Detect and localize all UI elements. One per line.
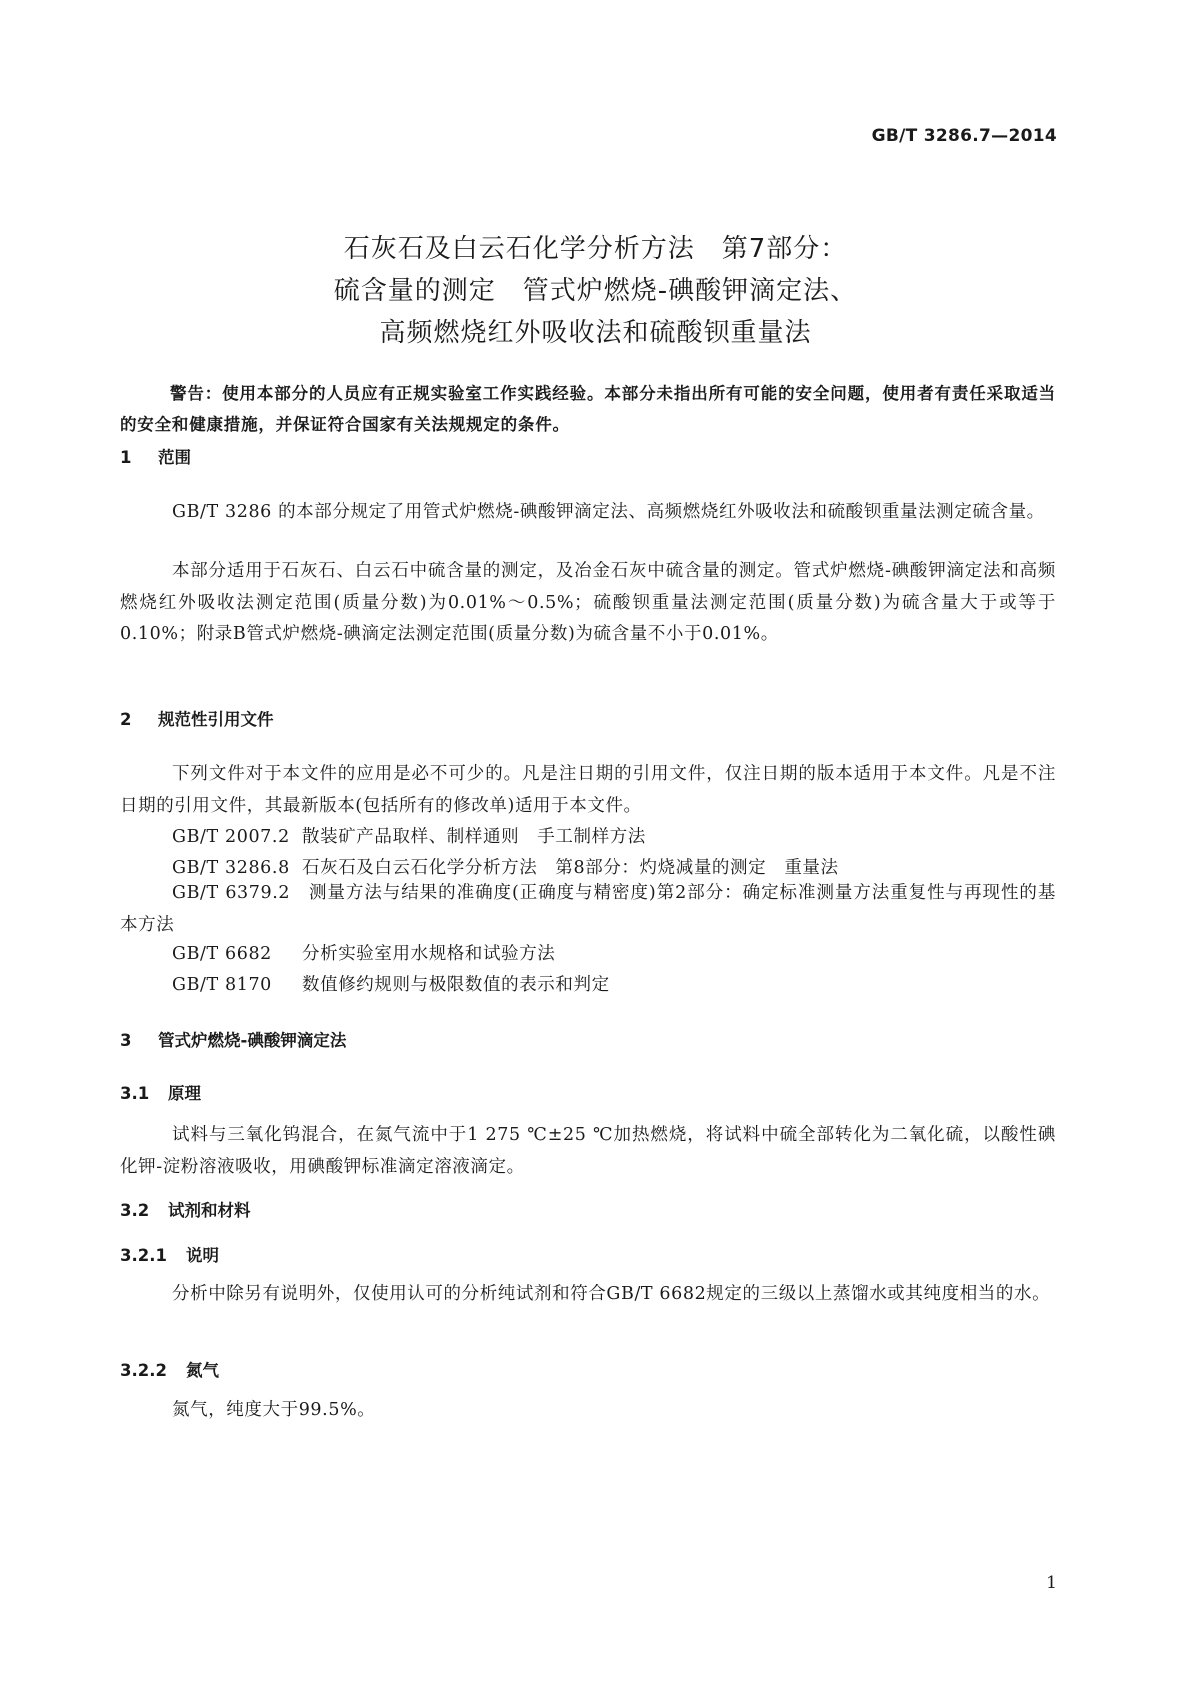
section-number: 3.2 — [120, 1201, 150, 1220]
section-3-heading — [120, 1027, 346, 1051]
section-title: 氮气 — [186, 1361, 219, 1380]
reference-code: GB/T 6682 — [172, 944, 272, 964]
reference-code: GB/T 8170 — [172, 975, 272, 995]
nitrogen-paragraph: 氮气，纯度大于99.5%。 — [172, 1400, 376, 1420]
section-number: 3.2.1 — [120, 1246, 167, 1265]
section-number: 1 — [120, 448, 132, 467]
section-title: 说明 — [186, 1246, 219, 1265]
reference-text: 测量方法与结果的准确度(正确度与精密度)第2部分：确定标准测量方法重复性与再现性的基本方法 — [120, 883, 1056, 935]
reference-text: 分析实验室用水规格和试验方法 — [302, 944, 556, 964]
section-1-heading — [120, 444, 191, 468]
principle-paragraph: 试料与三氧化钨混合，在氮气流中于1 275 ℃±25 ℃加热燃烧，将试料中硫全部转化为二氧化硫，以酸性碘化钾-淀粉溶液吸收，用碘酸钾标准滴定溶液滴定。 — [120, 1125, 1056, 1177]
title-line-3: 高频燃烧红外吸收法和硫酸钡重量法 — [379, 318, 812, 348]
reference-text: 石灰石及白云石化学分析方法 第8部分：灼烧减量的测定 重量法 — [302, 858, 839, 878]
title-line-1: 石灰石及白云石化学分析方法 第7部分： — [343, 234, 848, 264]
section-3-2-1-heading — [120, 1242, 219, 1266]
section-title: 范围 — [158, 448, 191, 467]
standard-code: GB/T 3286.7—2014 — [871, 126, 1057, 146]
section-number: 3.1 — [120, 1084, 150, 1103]
scope-paragraph-1: GB/T 3286 的本部分规定了用管式炉燃烧-碘酸钾滴定法、高频燃烧红外吸收法和硫酸钡重量法测定硫含量。 — [172, 502, 1045, 522]
reference-item — [172, 854, 839, 879]
section-title: 规范性引用文件 — [158, 710, 274, 729]
document-title — [0, 228, 1191, 354]
reagent-description-paragraph: 分析中除另有说明外，仅使用认可的分析纯试剂和符合GB/T 6682规定的三级以上蒸馏水或其纯度相当的水。 — [172, 1284, 1051, 1304]
warning-paragraph: 警告：使用本部分的人员应有正规实验室工作实践经验。本部分未指出所有可能的安全问题，使用者有责任采取适当的安全和健康措施，并保证符合国家有关法规规定的条件。 — [120, 384, 1056, 434]
reference-text: 散装矿产品取样、制样通则 手工制样方法 — [302, 827, 646, 847]
scope-paragraph-2: 本部分适用于石灰石、白云石中硫含量的测定，及冶金石灰中硫含量的测定。管式炉燃烧-碘酸钾滴定法和高频燃烧红外吸收法测定范围(质量分数)为0.01%～0.5%；硫酸钡重量法测定范围(质量分数)为硫含量大于或等于0.10%；附录B管式炉燃烧-碘滴定法测定范围(质量分数)为硫含量不小于0.01%。 — [120, 561, 1056, 644]
section-3-1-heading — [120, 1080, 201, 1104]
reference-item — [120, 878, 1056, 941]
reference-item — [172, 940, 555, 965]
section-number: 3 — [120, 1031, 132, 1050]
reference-code: GB/T 3286.8 — [172, 858, 290, 878]
reference-item — [172, 823, 646, 848]
section-3-2-heading — [120, 1197, 251, 1221]
reference-code: GB/T 6379.2 — [172, 883, 291, 903]
section-number: 3.2.2 — [120, 1361, 167, 1380]
section-title: 试剂和材料 — [168, 1201, 251, 1220]
reference-text: 数值修约规则与极限数值的表示和判定 — [302, 975, 610, 995]
reference-code: GB/T 2007.2 — [172, 827, 290, 847]
section-2-heading — [120, 706, 274, 730]
section-3-2-2-heading — [120, 1357, 219, 1381]
section-title: 原理 — [168, 1084, 201, 1103]
reference-item — [172, 971, 610, 996]
section-title: 管式炉燃烧-碘酸钾滴定法 — [158, 1031, 347, 1050]
normative-intro-paragraph: 下列文件对于本文件的应用是必不可少的。凡是注日期的引用文件，仅注日期的版本适用于本文件。凡是不注日期的引用文件，其最新版本(包括所有的修改单)适用于本文件。 — [120, 764, 1056, 816]
page-number: 1 — [1046, 1573, 1057, 1593]
title-line-2: 硫含量的测定 管式炉燃烧-碘酸钾滴定法、 — [333, 276, 858, 306]
section-number: 2 — [120, 710, 132, 729]
